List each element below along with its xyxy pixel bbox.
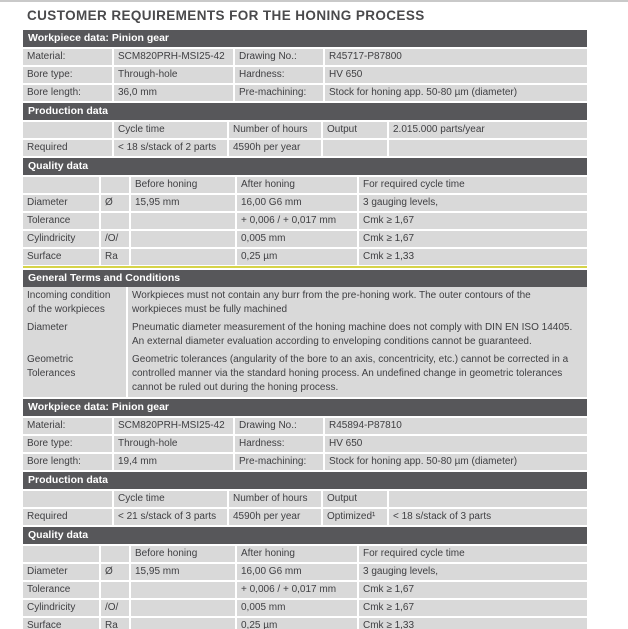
cell-value: Through-hole: [114, 436, 233, 452]
document-content: [23, 2, 587, 629]
production-table-2: [23, 491, 587, 525]
row-label: Surface: [23, 249, 99, 265]
cell-value: R45894-P87810: [325, 418, 587, 434]
symbol-cell: [101, 582, 129, 598]
section-header-workpiece-1: Workpiece data: Pinion gear: [23, 30, 587, 47]
terms-text: Workpieces must not contain any burr from the pre-honing work. The outer contours of the workpieces must be fully machined: [128, 287, 587, 319]
column-header: Number of hours: [229, 491, 321, 507]
cell-label: Drawing No.:: [235, 49, 323, 65]
production-table-1: [23, 122, 587, 156]
empty-cell: [23, 491, 112, 507]
cell-value: HV 650: [325, 436, 587, 452]
cell-value: 0,005 mm: [237, 231, 357, 247]
empty-cell: [23, 122, 112, 138]
section-header-quality-2: Quality data: [23, 527, 587, 544]
column-header: Number of hours: [229, 122, 321, 138]
cell-value: Optimized¹: [323, 509, 387, 525]
row-label: Tolerance: [23, 582, 99, 598]
cell-value: Stock for honing app. 50-80 µm (diameter): [325, 454, 587, 470]
row-label: Cylindricity: [23, 231, 99, 247]
cell-value: 19,4 mm: [114, 454, 233, 470]
empty-cell: [131, 231, 235, 247]
cell-label: Pre-machining:: [235, 454, 323, 470]
section-header-workpiece-2: Workpiece data: Pinion gear: [23, 399, 587, 416]
cell-value: HV 650: [325, 67, 587, 83]
workpiece-table-1: [23, 49, 587, 101]
cell-value: 36,0 mm: [114, 85, 233, 101]
cell-label: Hardness:: [235, 436, 323, 452]
cell-value: 2.015.000 parts/year: [389, 122, 587, 138]
section-header-production-2: Production data: [23, 472, 587, 489]
yellow-divider: [23, 266, 587, 268]
column-header: After honing: [237, 177, 357, 193]
empty-cell: [131, 213, 235, 229]
cell-value: Through-hole: [114, 67, 233, 83]
empty-cell: [23, 546, 99, 562]
row-label: Surface: [23, 618, 99, 629]
symbol-cell: Ra: [101, 618, 129, 629]
cell-value: 4590h per year: [229, 509, 321, 525]
terms-table: [23, 287, 587, 397]
empty-cell: [101, 177, 129, 193]
column-header: Before honing: [131, 546, 235, 562]
section-header-production-1: Production data: [23, 103, 587, 120]
cell-value: Cmk ≥ 1,67: [359, 231, 587, 247]
symbol-cell: /O/: [101, 600, 129, 616]
row-label: Diameter: [23, 195, 99, 211]
cell-value: 3 gauging levels,: [359, 564, 587, 580]
cell-value: 0,25 µm: [237, 249, 357, 265]
cell-value: Stock for honing app. 50-80 µm (diameter): [325, 85, 587, 101]
column-header: Before honing: [131, 177, 235, 193]
row-label: Required: [23, 509, 112, 525]
cell-value: + 0,006 / + 0,017 mm: [237, 582, 357, 598]
cell-value: Cmk ≥ 1,67: [359, 582, 587, 598]
row-label: Incoming condition of the workpieces: [23, 287, 126, 319]
cell-label: Bore type:: [23, 436, 112, 452]
cell-label: Drawing No.:: [235, 418, 323, 434]
cell-label: Bore length:: [23, 454, 112, 470]
section-header-quality-1: Quality data: [23, 158, 587, 175]
cell-label: Hardness:: [235, 67, 323, 83]
empty-cell: [131, 600, 235, 616]
section-header-terms: General Terms and Conditions: [23, 270, 587, 287]
cell-value: SCM820PRH-MSI25-42: [114, 49, 233, 65]
empty-cell: [389, 140, 587, 156]
cell-value: 16,00 G6 mm: [237, 195, 357, 211]
row-label: Diameter: [23, 319, 126, 351]
cell-value: < 18 s/stack of 3 parts: [389, 509, 587, 525]
quality-table-1: [23, 177, 587, 265]
cell-label: Bore type:: [23, 67, 112, 83]
cell-value: 3 gauging levels,: [359, 195, 587, 211]
empty-cell: [131, 618, 235, 629]
empty-cell: [131, 582, 235, 598]
cell-value: < 18 s/stack of 2 parts: [114, 140, 227, 156]
symbol-cell: Ø: [101, 195, 129, 211]
row-label: Geometric Tolerances: [23, 351, 126, 397]
cell-value: 15,95 mm: [131, 564, 235, 580]
cell-value: 15,95 mm: [131, 195, 235, 211]
empty-cell: [389, 491, 587, 507]
cell-value: < 21 s/stack of 3 parts: [114, 509, 227, 525]
column-header: For required cycle time: [359, 546, 587, 562]
symbol-cell: [101, 213, 129, 229]
row-label: Required: [23, 140, 112, 156]
cell-value: 4590h per year: [229, 140, 321, 156]
cell-label: Material:: [23, 418, 112, 434]
column-header: Output: [323, 491, 387, 507]
symbol-cell: /O/: [101, 231, 129, 247]
cell-value: 0,25 µm: [237, 618, 357, 629]
terms-text: Geometric tolerances (angularity of the bore to an axis, concentricity, etc.) cannot be corrected in a controlled manner via the standard honing process. An undefined change in geometric tolerances cannot be ruled out during the honing process.: [128, 351, 587, 397]
row-label: Cylindricity: [23, 600, 99, 616]
page-title: CUSTOMER REQUIREMENTS FOR THE HONING PROCESS: [27, 8, 425, 23]
empty-cell: [323, 140, 387, 156]
cell-label: Bore length:: [23, 85, 112, 101]
quality-table-2: [23, 546, 587, 629]
cell-value: Cmk ≥ 1,33: [359, 249, 587, 265]
cell-value: + 0,006 / + 0,017 mm: [237, 213, 357, 229]
empty-cell: [101, 546, 129, 562]
terms-text: Pneumatic diameter measurement of the honing machine does not comply with DIN EN ISO 14405. An external diameter evaluation according to enveloping conditions cannot be guaranteed.: [128, 319, 587, 351]
cell-value: R45717-P87800: [325, 49, 587, 65]
cell-label: Pre-machining:: [235, 85, 323, 101]
cell-value: 16,00 G6 mm: [237, 564, 357, 580]
cell-value: Cmk ≥ 1,67: [359, 600, 587, 616]
cell-value: Cmk ≥ 1,33: [359, 618, 587, 629]
cell-value: 0,005 mm: [237, 600, 357, 616]
column-header: After honing: [237, 546, 357, 562]
cell-label: Material:: [23, 49, 112, 65]
column-header: For required cycle time: [359, 177, 587, 193]
row-label: Tolerance: [23, 213, 99, 229]
cell-value: SCM820PRH-MSI25-42: [114, 418, 233, 434]
column-header: Cycle time: [114, 122, 227, 138]
column-header: Output: [323, 122, 387, 138]
row-label: Diameter: [23, 564, 99, 580]
empty-cell: [23, 177, 99, 193]
symbol-cell: Ø: [101, 564, 129, 580]
workpiece-table-2: [23, 418, 587, 470]
empty-cell: [131, 249, 235, 265]
column-header: Cycle time: [114, 491, 227, 507]
symbol-cell: Ra: [101, 249, 129, 265]
cell-value: Cmk ≥ 1,67: [359, 213, 587, 229]
